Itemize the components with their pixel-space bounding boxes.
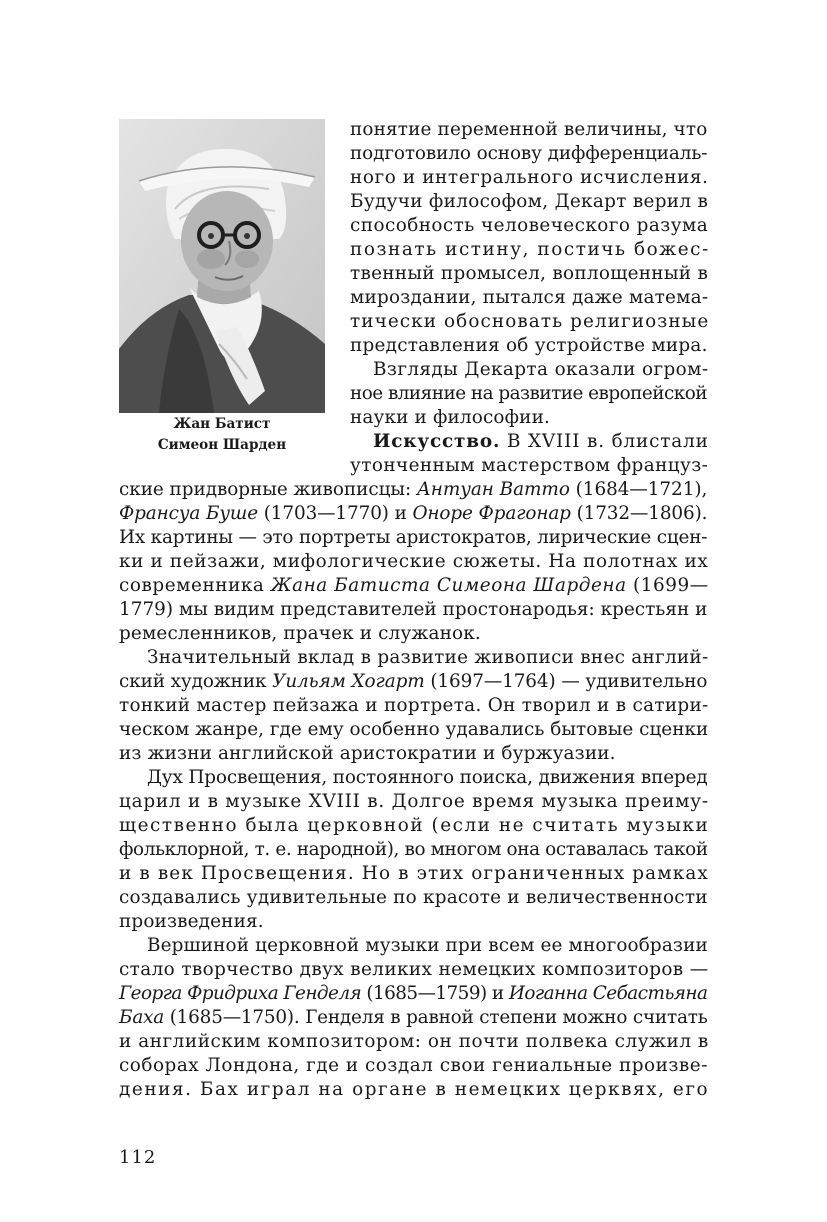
text-line	[119, 670, 707, 694]
text-line	[119, 958, 709, 982]
text-line	[119, 694, 709, 718]
italic-name: Баха	[119, 1007, 165, 1028]
text-run: ремесленников, прачек и служанок.	[119, 623, 481, 644]
text-run: ное влияние на развитие европейской	[350, 383, 707, 404]
text-run: ские придворные живописцы:	[119, 479, 417, 500]
text-run: Значительный вклад в развитие живописи внес англий-	[147, 647, 709, 668]
text-run: (1685—1750). Генделя в равной степени можно считать	[164, 1007, 708, 1028]
text-run: твенный промысел, воплощенный в	[350, 263, 709, 284]
text-line	[119, 526, 707, 550]
text-line	[119, 862, 709, 886]
text-run: современника	[119, 575, 271, 596]
italic-name: Жана Батиста Симеона Шардена	[270, 575, 627, 596]
text-line	[350, 382, 707, 406]
text-line	[350, 214, 708, 238]
text-line	[119, 982, 707, 1006]
text-line	[350, 262, 708, 286]
text-line	[119, 742, 616, 766]
text-run: В XVIII в. блистали	[500, 431, 709, 452]
text-run: (1684—1721),	[569, 479, 708, 500]
text-run: (1697—1764) — удивительно	[424, 671, 708, 692]
text-run: (1703—1770) и	[258, 503, 413, 524]
caption-line: Жан Батист	[173, 416, 271, 432]
text-run: науки и философии.	[350, 407, 550, 428]
text-run: Их картины — это портреты аристократов, лирические сцен-	[119, 527, 708, 548]
text-run: соборах Лондона, где и создал свои гениальные произве-	[119, 1055, 708, 1076]
text-run: подготовило основу дифференциаль-	[350, 143, 708, 164]
text-line	[350, 190, 708, 214]
text-run: познать истину, постичь божес-	[350, 239, 710, 260]
italic-name: Франсуа Буше	[119, 503, 259, 524]
text-run: ного и интегрального исчисления.	[350, 167, 709, 188]
text-line	[350, 286, 708, 310]
text-line	[119, 478, 707, 502]
text-line	[350, 238, 710, 262]
text-run: из жизни английской аристократии и буржуазии.	[119, 743, 616, 764]
text-run: 1779) мы видим представителей простонародья: крестьян и	[119, 599, 708, 620]
text-line	[119, 1030, 709, 1054]
text-line	[119, 790, 709, 814]
italic-name: Антуан Ватто	[416, 479, 570, 500]
italic-name: Иоганна Себастьяна	[508, 983, 708, 1004]
text-line	[119, 1078, 709, 1102]
text-line	[350, 406, 550, 430]
text-line	[147, 646, 708, 670]
text-run: утонченным мастерством француз-	[350, 455, 709, 476]
text-line	[147, 766, 708, 790]
text-run: способность человеческого разума	[350, 215, 709, 236]
text-run: дения. Бах играл на органе в немецких церквях, его	[119, 1079, 710, 1100]
text-line	[119, 574, 709, 598]
text-line	[119, 502, 707, 526]
text-line	[119, 1006, 708, 1030]
text-line	[373, 430, 709, 454]
page-number: 112	[119, 1147, 157, 1168]
text-run: царил и в музыке XVIII в. Долгое время музыка преиму-	[119, 791, 709, 812]
text-run: ки и пейзажи, мифологические сюжеты. На полотнах их	[119, 551, 709, 572]
text-run: (1732—1806).	[570, 503, 708, 524]
text-line	[350, 118, 707, 142]
text-run: произведения.	[119, 911, 264, 932]
text-run: ческом жанре, где ему особенно удавались бытовые сценки	[119, 719, 709, 740]
text-run: щественно была церковной (если не считать музыки	[119, 815, 710, 836]
text-line	[350, 334, 708, 358]
text-run: Взгляды Декарта оказали огром-	[373, 359, 709, 380]
text-run: и английским композитором: он почти полвека служил в	[119, 1031, 709, 1052]
text-run: представления об устройстве мира.	[350, 335, 708, 356]
text-run: понятие переменной величины, что	[350, 119, 708, 140]
text-run: Дух Просвещения, постоянного поиска, движения вперед	[147, 767, 708, 788]
text-line	[373, 358, 708, 382]
portrait-caption	[119, 414, 325, 456]
text-line	[350, 310, 709, 334]
italic-name: Уильям Хогарт	[272, 671, 425, 692]
text-run: тически обосновать религиозные	[350, 311, 710, 332]
text-run: и в век Просвещения. Но в этих ограниченных рамках	[119, 863, 709, 884]
text-run: фольклорной, т. е. народной), во многом она оставалась такой	[119, 839, 708, 860]
text-line	[119, 814, 709, 838]
text-run: (1685—1759) и	[361, 983, 509, 1004]
section-heading: Искусство.	[373, 431, 501, 452]
text-line	[119, 718, 708, 742]
text-line	[350, 166, 709, 190]
text-run: создавались удивительные по красоте и величественности	[119, 887, 708, 908]
text-line	[119, 838, 708, 862]
text-line	[119, 550, 708, 574]
italic-name: Георга Фридриха Генделя	[119, 983, 362, 1004]
text-line	[350, 142, 707, 166]
text-run: стало творчество двух великих немецких композиторов —	[119, 959, 709, 980]
text-run: мироздании, пытался даже матема-	[350, 287, 709, 308]
portrait-image-chardin	[119, 119, 325, 413]
text-line	[147, 934, 708, 958]
text-line	[350, 454, 708, 478]
text-run: ский художник	[119, 671, 273, 692]
text-line	[119, 886, 708, 910]
text-line	[119, 598, 707, 622]
text-line	[119, 910, 264, 934]
caption-line: Симеон Шарден	[157, 437, 287, 453]
text-run: (1699—	[626, 575, 709, 596]
italic-name: Оноре Фрагонар	[412, 503, 571, 524]
text-run: Вершиной церковной музыки при всем ее многообразии	[147, 935, 708, 956]
text-line	[119, 622, 481, 646]
text-run: Будучи философом, Декарт верил в	[350, 191, 709, 212]
text-run: тонкий мастер пейзажа и портрета. Он творил и в сатири-	[119, 695, 709, 716]
text-line	[119, 1054, 708, 1078]
